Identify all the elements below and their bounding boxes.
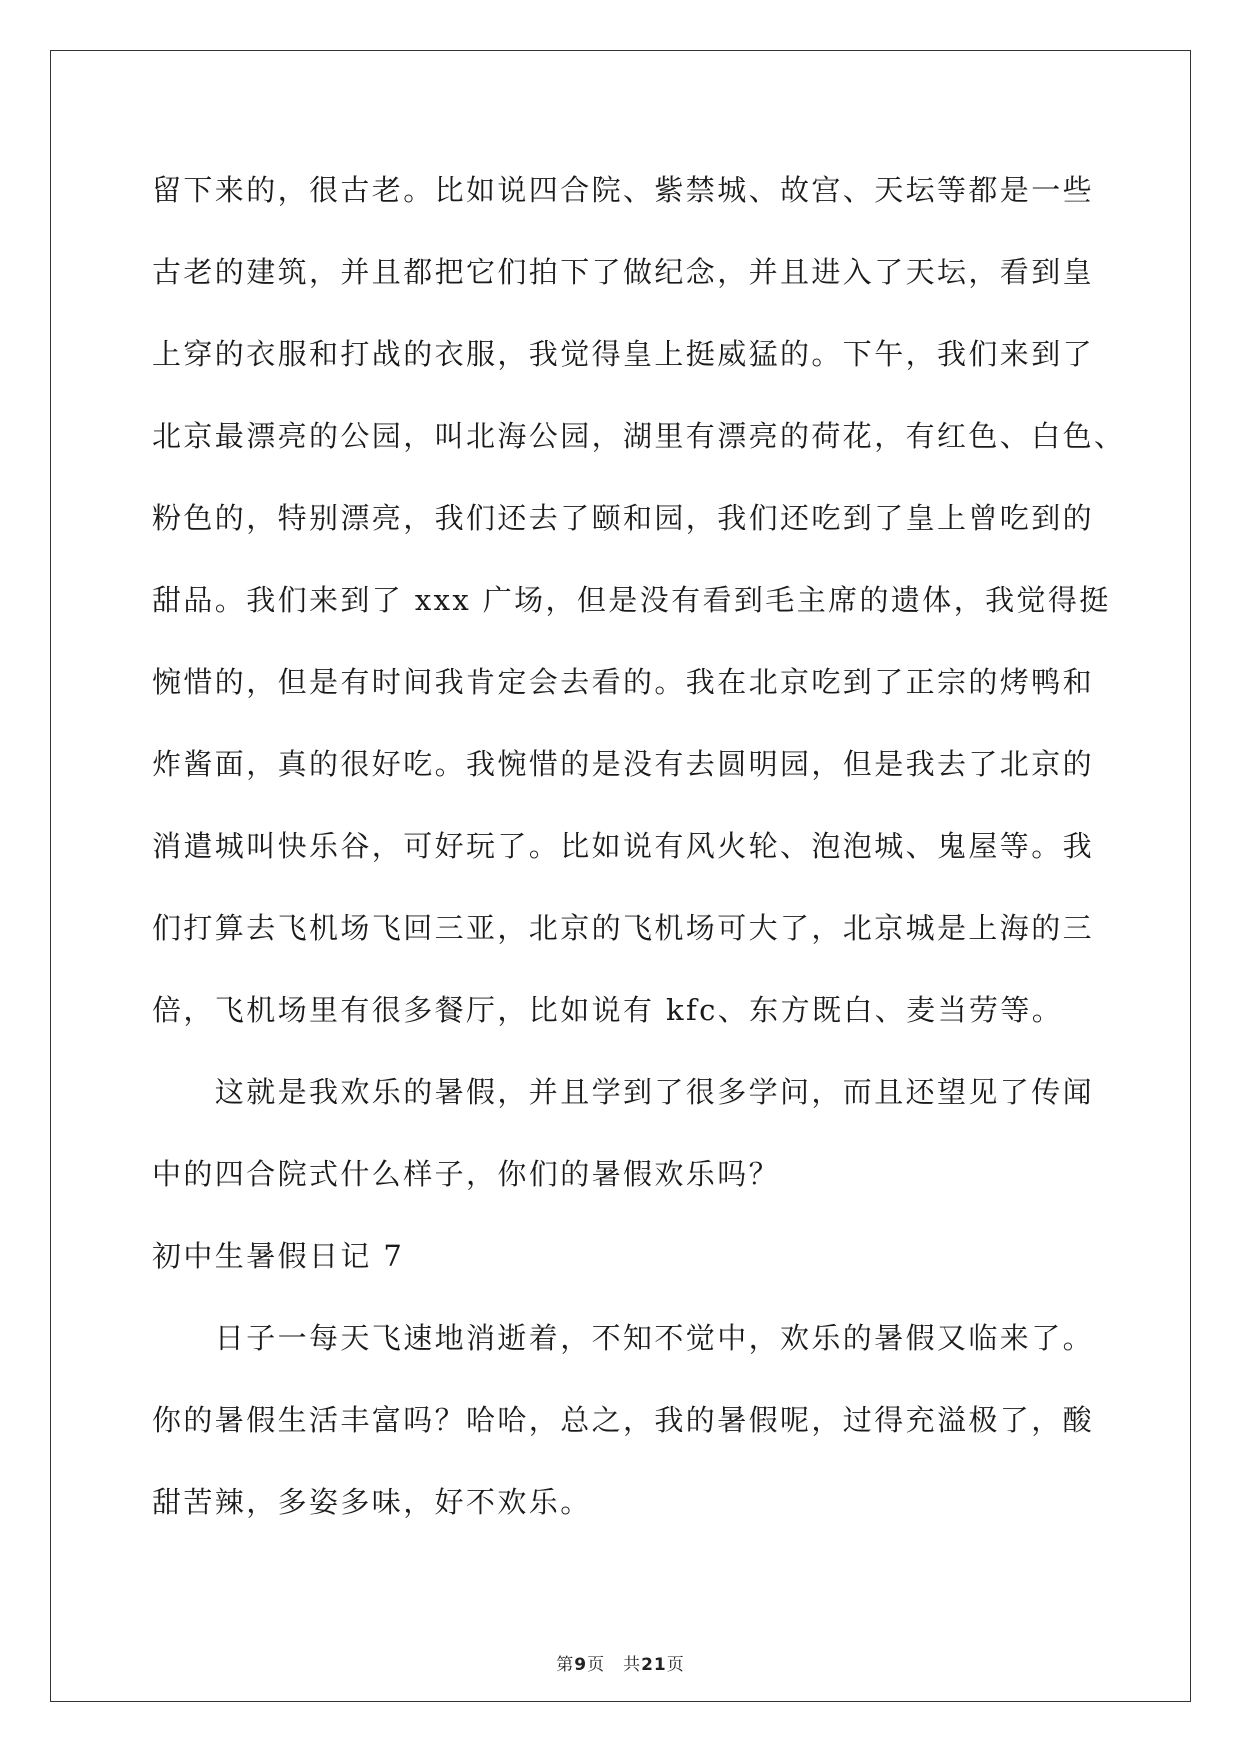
footer-suffix: 页 (666, 1655, 685, 1675)
text-line: 日子一每天飞速地消逝着，不知不觉中，欢乐的暑假又临来了。 (152, 1321, 1095, 1355)
text-line: 炸酱面，真的很好吃。我惋惜的是没有去圆明园，但是我去了北京的 (152, 747, 1095, 781)
text-line: 们打算去飞机场飞回三亚，北京的飞机场可大了，北京城是上海的三 (152, 911, 1095, 945)
text-line: 北京最漂亮的公园，叫北海公园，湖里有漂亮的荷花，有红色、白色、 (152, 419, 1126, 453)
page-footer (0, 1650, 1241, 1675)
document-body (152, 160, 1126, 1554)
text-line: 这就是我欢乐的暑假，并且学到了很多学问，而且还望见了传闻 (152, 1075, 1095, 1109)
text-line: 你的暑假生活丰富吗？哈哈，总之，我的暑假呢，过得充溢极了，酸 (152, 1403, 1095, 1437)
footer-prefix: 第 (556, 1655, 575, 1675)
text-line: 倍，飞机场里有很多餐厅，比如说有 kfc、东方既白、麦当劳等。 (152, 993, 1064, 1027)
total-pages: 21 (641, 1655, 667, 1675)
text-line: 上穿的衣服和打战的衣服，我觉得皇上挺威猛的。下午，我们来到了 (152, 337, 1095, 371)
text-line: 古老的建筑，并且都把它们拍下了做纪念，并且进入了天坛，看到皇 (152, 255, 1095, 289)
text-line: 消遣城叫快乐谷，可好玩了。比如说有风火轮、泡泡城、鬼屋等。我 (152, 829, 1095, 863)
text-line: 甜苦辣，多姿多味，好不欢乐。 (152, 1485, 592, 1519)
text-line: 中的四合院式什么样子，你们的暑假欢乐吗？ (152, 1157, 781, 1191)
text-line: 留下来的，很古老。比如说四合院、紫禁城、故宫、天坛等都是一些 (152, 173, 1095, 207)
text-line: 惋惜的，但是有时间我肯定会去看的。我在北京吃到了正宗的烤鸭和 (152, 665, 1095, 699)
footer-middle: 页 共 (587, 1655, 642, 1675)
text-line: 甜品。我们来到了 xxx 广场，但是没有看到毛主席的遗体，我觉得挺 (152, 583, 1111, 617)
page-number: 9 (574, 1655, 588, 1675)
text-line: 粉色的，特别漂亮，我们还去了颐和园，我们还吃到了皇上曾吃到的 (152, 501, 1095, 535)
section-heading: 初中生暑假日记 7 (152, 1239, 405, 1273)
